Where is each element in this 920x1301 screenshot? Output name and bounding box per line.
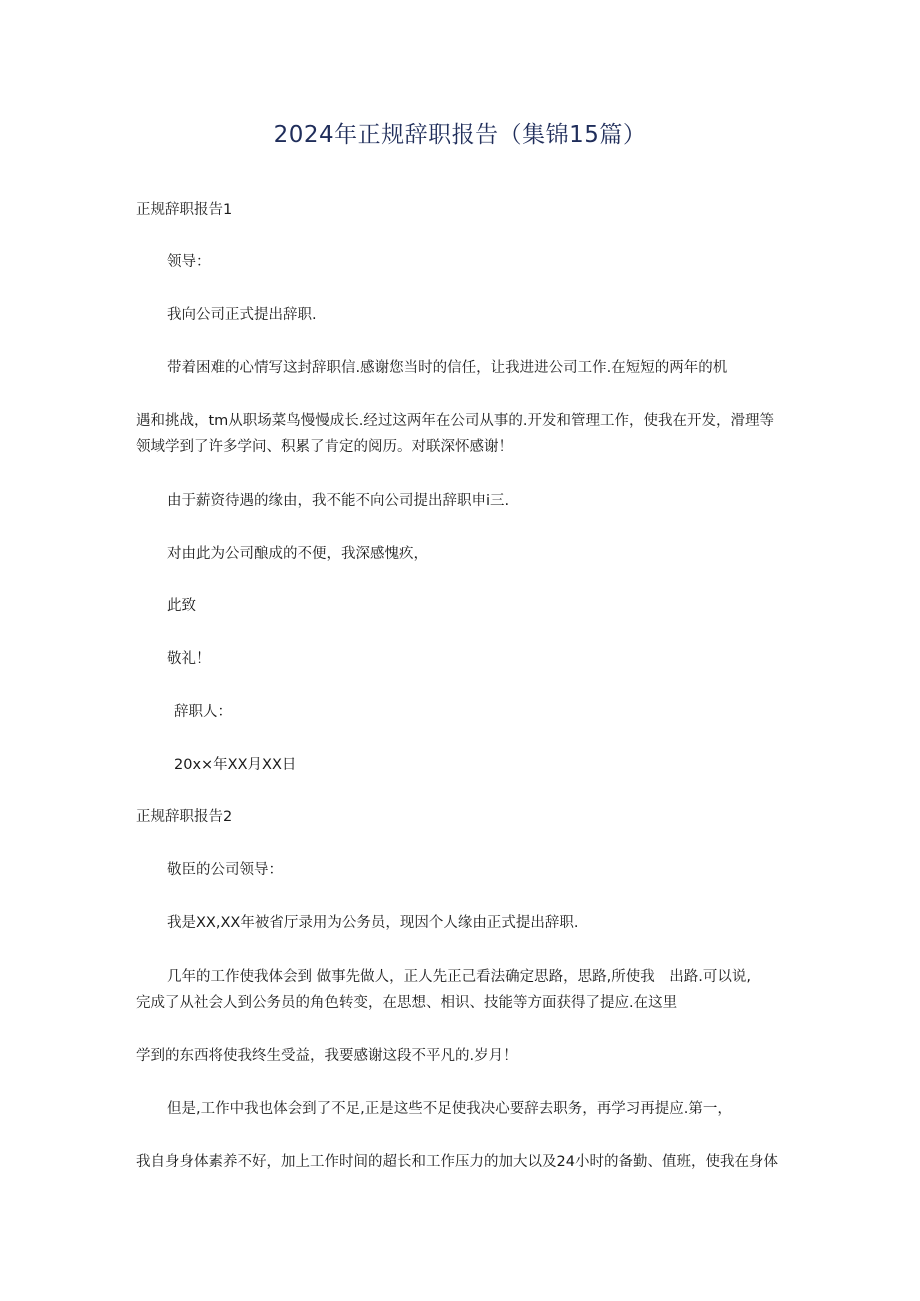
paragraph-line: 我向公司正式提出辞职. (167, 307, 317, 323)
date-line: 20x×年XX月XX日 (174, 757, 297, 773)
salutation: 领导： (167, 254, 211, 270)
paragraph-line: 我是XX,XX年被省厅录用为公务员，现因个人缘由正式提出辞职. (167, 915, 579, 931)
closing-line: 敬礼！ (167, 651, 211, 667)
document-title: 2024年正规辞职报告（集锦15篇） (273, 122, 647, 148)
paragraph-line: 由于薪资待遇的缘由，我不能不向公司提出辞职申i三. (167, 493, 510, 509)
paragraph-line: 学到的东西将使我终生受益，我要感谢这段不平凡的.岁月！ (136, 1048, 518, 1064)
paragraph-line: 但是,工作中我也体会到了不足,正是这些不足使我决心要辞去职务，再学习再提应.第一， (167, 1101, 732, 1117)
paragraph-line: 带着困难的心情写这封辞职信.感谢您当时的信任，让我进进公司工作.在短短的两年的机 (167, 360, 728, 376)
signature-label: 辞职人： (174, 704, 232, 720)
paragraph-line: 完成了从社会人到公务员的角色转变，在思想、相识、技能等方面获得了提应.在这里 (136, 995, 678, 1011)
paragraph-line: 对由此为公司酿成的不便，我深感愧疚， (167, 546, 428, 562)
paragraph-line: 我自身身体素养不好，加上工作时间的超长和工作压力的加大以及24小时的备勤、值班，使我在身体 (136, 1154, 778, 1170)
section-2-heading: 正规辞职报告2 (136, 809, 233, 825)
paragraph-line: 几年的工作使我体会到 做事先做人，正人先正己看法确定思路，思路,所使我 出路.可以说, (167, 969, 751, 985)
salutation: 敬臣的公司领导： (167, 862, 283, 878)
section-1-heading: 正规辞职报告1 (136, 202, 233, 218)
paragraph-line: 遇和挑战，tm从职场菜鸟慢慢成长.经过这两年在公司从事的.开发和管理工作，使我在开发，滑理等 (136, 413, 775, 429)
closing-line: 此致 (167, 598, 196, 614)
paragraph-line: 领域学到了许多学问、积累了肯定的阅历。对联深怀感谢！ (136, 439, 513, 455)
